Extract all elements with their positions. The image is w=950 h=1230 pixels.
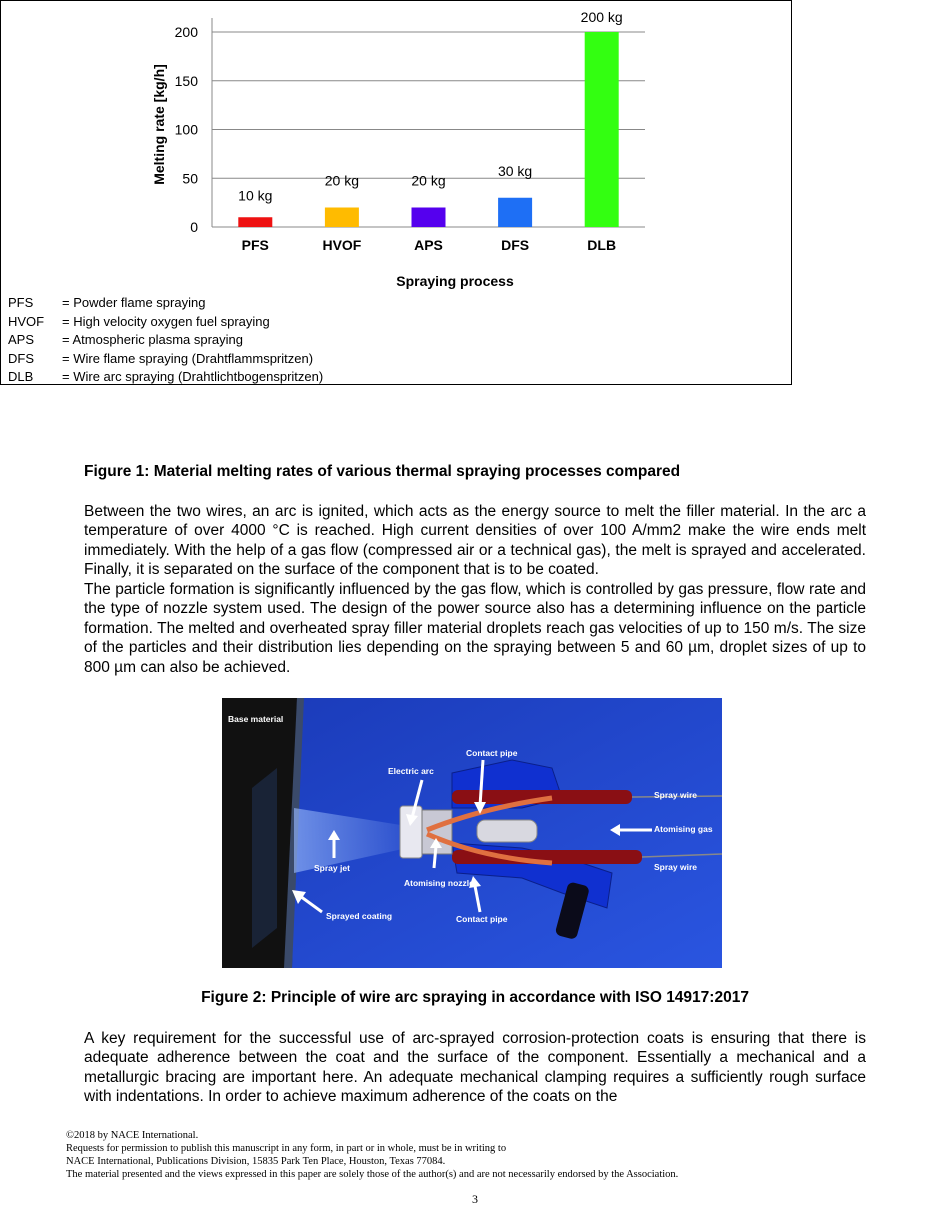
x-tick-label: DLB [587,237,617,253]
data-label: 30 kg [497,162,533,179]
y-tick-label: 200 [174,24,198,40]
abbreviation: APS [8,332,35,347]
bar-pfs [238,217,272,227]
abbreviation-meaning: = Powder flame spraying [62,295,206,310]
paragraph-particle-formation: The particle formation is significantly influenced by the gas flow, which is controlled by gas pressure, flow rate and the type of nozzle system used. The design of the power source also has a determining influence on the particle formation. The melted and overheated spray filler material droplets reach gas velocities of up to 150 m/s. The size of the particles and their distribution lies depending on the spraying between 5 and 60 µm, droplet sizes of up to 800 µm can also be achieved. [84,581,866,676]
abbreviation-meaning: = Wire flame spraying (Drahtflammspritzen) [62,350,314,366]
bar-aps [412,208,446,228]
y-tick-label: 50 [182,170,198,187]
melting-rate-bar-chart [0,0,790,300]
data-label: 200 kg [580,9,623,25]
bar-hvof [325,208,359,228]
figure-1-caption: Figure 1: Material melting rates of various thermal spraying processes compared [84,463,681,480]
footer-copyright: ©2018 by NACE International. [66,1130,199,1141]
footer-disclaimer: The material presented and the views expressed in this paper are solely those of the author(s) and are not necessarily endorsed by the Association. [66,1169,679,1180]
abbreviation-meaning: = Wire arc spraying (Drahtlichtbogenspritzen) [62,369,324,384]
abbreviation-row [8,369,323,385]
footer-address: NACE International, Publications Division, 15835 Park Ten Place, Houston, Texas 77084. [66,1156,446,1167]
label-spray-jet: Spray jet [314,863,350,873]
abbreviation: DLB [8,369,34,384]
abbreviation-row [8,314,270,330]
figure-2-wire-arc-illustration [222,698,722,968]
label-spray-wire-top: Spray wire [654,790,697,800]
bar-dfs [498,198,532,227]
abbreviation-meaning: = High velocity oxygen fuel spraying [62,313,270,329]
figure-2-caption: Figure 2: Principle of wire arc spraying in accordance with ISO 14917:2017 [201,989,749,1006]
data-label: 10 kg [238,187,273,204]
abbreviation: PFS [8,295,34,310]
label-atomising-nozzle: Atomising nozzle [404,878,474,888]
wire-arc-gun-drawing [222,698,722,968]
y-tick-label: 100 [174,121,198,138]
paragraph-arc-ignition: Between the two wires, an arc is ignited, which acts as the energy source to melt the filler material. In the arc a temperature of over 4000 °C is reached. High current densities of over 100 A/mm2 make the wire ends melt immediately. With the help of a gas flow (compressed air or a technical gas), the melt is sprayed and accelerated. Finally, it is separated on the surface of the component that is to be coated. [84,503,866,579]
x-tick-label: DFS [501,237,530,253]
bar-dlb [585,32,619,227]
abbreviation-meaning: = Atmospheric plasma spraying [62,332,244,347]
x-axis-title: Spraying process [396,273,514,289]
abbreviation: HVOF [8,313,45,329]
y-tick-label: 0 [190,219,198,235]
label-spray-wire-bottom: Spray wire [654,862,697,872]
page-number: 3 [472,1192,478,1206]
y-tick-label: 150 [174,72,198,89]
x-tick-label: PFS [241,237,269,253]
figure-1-box [0,0,792,385]
footer-permission: Requests for permission to publish this manuscript in any form, in part or in whole, must be in writing to [66,1143,507,1154]
x-tick-label: APS [414,237,443,253]
abbreviation-row [8,295,205,311]
label-atomising-gas: Atomising gas [654,824,713,834]
x-tick-label: HVOF [322,237,362,253]
label-electric-arc: Electric arc [388,766,434,776]
abbreviation: DFS [8,350,34,366]
data-label: 20 kg [324,172,360,189]
data-label: 20 kg [411,172,446,189]
abbreviation-row [8,351,313,367]
label-sprayed-coating: Sprayed coating [326,911,393,921]
paragraph-adherence: A key requirement for the successful use of arc-sprayed corrosion-protection coats is ensuring that there is adequate adherence between the coat and the surface of the component. Essentially a mechanical and a metallurgic bracing are important here. An adequate mechanical clamping requires a sufficiently rough surface with indentations. In order to achieve maximum adherence of the coats on the [84,1030,866,1106]
y-axis-title: Melting rate [kg/h] [151,64,167,185]
label-contact-pipe-top: Contact pipe [466,748,518,758]
label-contact-pipe-bottom: Contact pipe [456,914,508,924]
abbreviation-row [8,332,243,348]
label-base-material: Base material [228,714,284,724]
